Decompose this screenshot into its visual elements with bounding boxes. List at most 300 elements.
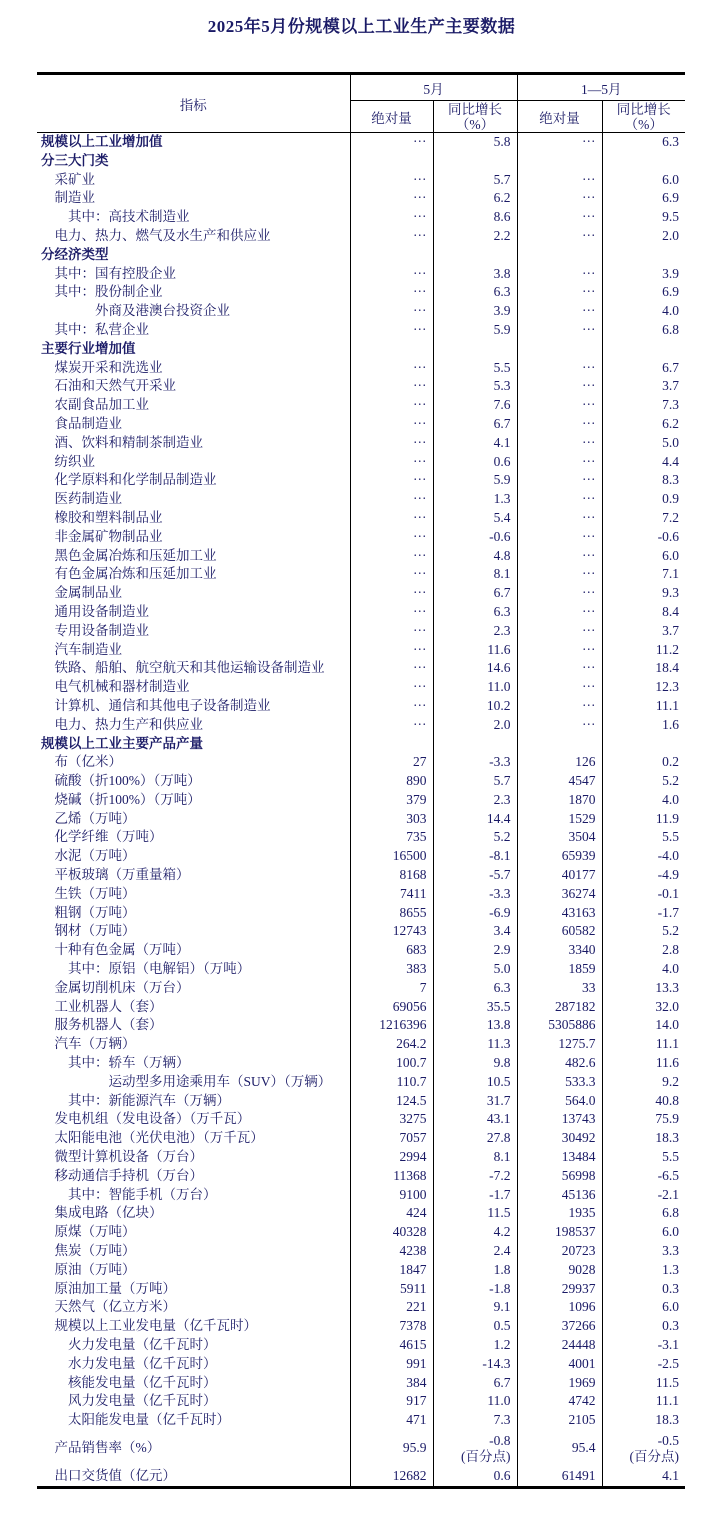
cell-cum-yoy: 9.2	[602, 1073, 685, 1092]
table-row	[37, 1092, 685, 1111]
row-indicator-label: 十种有色金属（万吨）	[54, 942, 190, 958]
cell-cum-absolute: 126	[517, 753, 602, 772]
cell-cum-yoy: 4.0	[602, 302, 685, 321]
row-indicator-label: 太阳能电池（光伏电池）（万千瓦）	[54, 1130, 264, 1146]
table-row	[37, 189, 685, 208]
cell-cum-yoy: -6.5	[602, 1167, 685, 1186]
cell-may-absolute: 383	[350, 960, 433, 979]
cell-may-absolute: 40328	[350, 1223, 433, 1242]
cell-may-absolute: 11368	[350, 1167, 433, 1186]
cell-cum-absolute: ···	[517, 302, 602, 321]
cell-cum-yoy: 32.0	[602, 998, 685, 1017]
table-row	[37, 735, 685, 754]
cell-cum-yoy: 11.9	[602, 810, 685, 829]
cell-may-absolute: 264.2	[350, 1035, 433, 1054]
cell-cum-absolute: 1529	[517, 810, 602, 829]
cell-cum-absolute: 95.4	[517, 1430, 602, 1467]
cell-cum-yoy: 18.3	[602, 1129, 685, 1148]
row-indicator-label: 通用设备制造业	[54, 603, 149, 619]
row-indicator-label: 化学纤维（万吨）	[54, 829, 163, 845]
cell-cum-absolute: 43163	[517, 904, 602, 923]
cell-may-yoy: 11.5	[433, 1204, 517, 1223]
cell-may-yoy: 5.8	[433, 133, 517, 152]
cell-cum-yoy: 6.0	[602, 1223, 685, 1242]
cell-may-absolute: 384	[350, 1374, 433, 1393]
row-indicator-label: 其中：股份制企业	[54, 284, 163, 300]
cell-may-absolute: ···	[350, 716, 433, 735]
cell-may-yoy: 10.5	[433, 1073, 517, 1092]
cell-cum-yoy: 6.0	[602, 1298, 685, 1317]
cell-may-absolute: 890	[350, 772, 433, 791]
cell-cum-absolute: 36274	[517, 885, 602, 904]
cell-may-absolute: 7411	[350, 885, 433, 904]
cell-may-yoy: 3.4	[433, 922, 517, 941]
cell-may-yoy: -5.7	[433, 866, 517, 885]
col-header-cum-yoy	[602, 101, 685, 133]
table-row	[37, 565, 685, 584]
table-row	[37, 810, 685, 829]
cell-cum-yoy: 6.9	[602, 283, 685, 302]
cell-may-yoy: 9.8	[433, 1054, 517, 1073]
cell-may-absolute: 424	[350, 1204, 433, 1223]
cell-may-yoy: 0.6	[433, 453, 517, 472]
cell-cum-absolute: 1870	[517, 791, 602, 810]
cell-cum-yoy: -2.5	[602, 1355, 685, 1374]
cell-may-absolute: 7	[350, 979, 433, 998]
row-indicator-label: 黑色金属冶炼和压延加工业	[54, 547, 217, 563]
cell-cum-yoy: 11.5	[602, 1374, 685, 1393]
row-indicator-label: 其中：私营企业	[54, 321, 149, 337]
cell-may-absolute: 4615	[350, 1336, 433, 1355]
cell-may-absolute: 991	[350, 1355, 433, 1374]
row-indicator-label: 集成电路（亿块）	[54, 1205, 163, 1221]
row-indicator-label: 原油（万吨）	[54, 1261, 136, 1277]
cell-cum-absolute: ···	[517, 321, 602, 340]
cell-may-yoy: 5.5	[433, 359, 517, 378]
table-row	[37, 415, 685, 434]
cell-cum-absolute: 61491	[517, 1467, 602, 1487]
cell-cum-yoy: 6.9	[602, 189, 685, 208]
cell-may-absolute: ···	[350, 208, 433, 227]
cell-may-absolute: 221	[350, 1298, 433, 1317]
table-row	[37, 1392, 685, 1411]
row-indicator-label: 汽车制造业	[54, 641, 122, 657]
cell-may-absolute: ···	[350, 434, 433, 453]
table-row	[37, 1223, 685, 1242]
row-indicator-label: 制造业	[54, 190, 95, 206]
cell-may-yoy: 3.9	[433, 302, 517, 321]
table-row	[37, 152, 685, 171]
cell-cum-absolute: 1935	[517, 1204, 602, 1223]
table-row	[37, 622, 685, 641]
table-row	[37, 1280, 685, 1299]
table-row	[37, 772, 685, 791]
row-indicator-label: 钢材（万吨）	[54, 923, 136, 939]
cell-cum-absolute: ···	[517, 697, 602, 716]
cell-cum-yoy: 1.6	[602, 716, 685, 735]
cell-may-yoy: 6.7	[433, 584, 517, 603]
cell-may-absolute: 379	[350, 791, 433, 810]
cell-may-absolute: ···	[350, 189, 433, 208]
table-row	[37, 1242, 685, 1261]
cell-may-yoy: 4.2	[433, 1223, 517, 1242]
table-row	[37, 377, 685, 396]
cell-may-yoy: 6.7	[433, 415, 517, 434]
cell-cum-absolute: 45136	[517, 1186, 602, 1205]
cell-cum-yoy: 4.4	[602, 453, 685, 472]
cell-may-yoy: 4.1	[433, 434, 517, 453]
cell-cum-absolute: ···	[517, 189, 602, 208]
row-indicator-label: 天然气（亿立方米）	[54, 1299, 176, 1315]
cell-cum-yoy: 11.1	[602, 1035, 685, 1054]
cell-may-yoy: -8.1	[433, 847, 517, 866]
cell-may-absolute: ···	[350, 171, 433, 190]
cell-may-yoy: 2.3	[433, 791, 517, 810]
cell-cum-yoy: 7.3	[602, 396, 685, 415]
cell-may-absolute: ···	[350, 396, 433, 415]
cell-may-yoy: 5.4	[433, 509, 517, 528]
row-indicator-label: 硫酸（折100%）（万吨）	[54, 773, 201, 789]
row-indicator-label: 纺织业	[54, 453, 95, 469]
cell-cum-yoy: 6.0	[602, 547, 685, 566]
table-row	[37, 171, 685, 190]
cell-cum-absolute: ···	[517, 415, 602, 434]
cell-may-absolute	[350, 735, 433, 754]
row-indicator-label: 平板玻璃（万重量箱）	[54, 867, 190, 883]
cell-cum-yoy: 8.3	[602, 471, 685, 490]
cell-cum-absolute: ···	[517, 584, 602, 603]
cell-may-yoy: 9.1	[433, 1298, 517, 1317]
cell-cum-yoy	[602, 246, 685, 265]
cell-cum-absolute: ···	[517, 547, 602, 566]
cell-may-yoy: 43.1	[433, 1110, 517, 1129]
cell-cum-absolute: 287182	[517, 998, 602, 1017]
table-row	[37, 208, 685, 227]
row-indicator-label: 其中：高技术制造业	[68, 209, 190, 225]
cell-may-absolute: ···	[350, 490, 433, 509]
table-row	[37, 283, 685, 302]
cell-may-absolute: ···	[350, 415, 433, 434]
cell-cum-absolute: 37266	[517, 1317, 602, 1336]
cell-may-absolute: ···	[350, 377, 433, 396]
cell-cum-yoy: -4.9	[602, 866, 685, 885]
cell-cum-absolute: ···	[517, 509, 602, 528]
cell-may-yoy: -14.3	[433, 1355, 517, 1374]
cell-cum-yoy: 2.8	[602, 941, 685, 960]
row-indicator-label: 太阳能发电量（亿千瓦时）	[68, 1412, 230, 1428]
cell-cum-yoy: 6.0	[602, 171, 685, 190]
cell-cum-yoy: 7.1	[602, 565, 685, 584]
cell-cum-yoy: -0.6	[602, 528, 685, 547]
cell-cum-yoy: 6.3	[602, 133, 685, 152]
cell-cum-yoy: 8.4	[602, 603, 685, 622]
cell-cum-absolute: ···	[517, 622, 602, 641]
cell-cum-absolute	[517, 246, 602, 265]
cell-cum-absolute: ···	[517, 565, 602, 584]
cell-may-absolute: ···	[350, 283, 433, 302]
cell-cum-yoy: 1.3	[602, 1261, 685, 1280]
cell-may-absolute	[350, 340, 433, 359]
cell-cum-yoy: 5.5	[602, 828, 685, 847]
cell-cum-absolute: ···	[517, 283, 602, 302]
row-indicator-label: 焦炭（万吨）	[54, 1243, 136, 1259]
row-indicator-label: 发电机组（发电设备）（万千瓦）	[54, 1111, 251, 1127]
cell-may-yoy: 6.3	[433, 979, 517, 998]
cell-cum-yoy: 5.0	[602, 434, 685, 453]
row-indicator-label: 微型计算机设备（万台）	[54, 1149, 203, 1165]
table-row	[37, 1204, 685, 1223]
row-indicator-label: 汽车（万辆）	[54, 1036, 136, 1052]
col-group-jan-may: 1—5月	[517, 74, 685, 101]
cell-may-yoy: 6.3	[433, 283, 517, 302]
cell-may-yoy: 5.7	[433, 772, 517, 791]
cell-cum-yoy: -4.0	[602, 847, 685, 866]
table-row	[37, 265, 685, 284]
cell-may-yoy: 8.1	[433, 1148, 517, 1167]
table-row	[37, 641, 685, 660]
cell-cum-absolute: ···	[517, 641, 602, 660]
cell-cum-absolute: 198537	[517, 1223, 602, 1242]
row-indicator-label: 原油加工量（万吨）	[54, 1280, 176, 1296]
cell-cum-yoy: 4.0	[602, 791, 685, 810]
cell-cum-absolute: 1859	[517, 960, 602, 979]
cell-may-yoy: 11.0	[433, 678, 517, 697]
row-indicator-label: 金属制品业	[54, 585, 122, 601]
row-indicator-label: 电力、热力、燃气及水生产和供应业	[54, 227, 271, 243]
cell-cum-yoy: 9.3	[602, 584, 685, 603]
cell-may-yoy	[433, 735, 517, 754]
cell-cum-yoy: 4.1	[602, 1467, 685, 1487]
table-row	[37, 340, 685, 359]
table-row	[37, 697, 685, 716]
cell-cum-absolute: 29937	[517, 1280, 602, 1299]
row-indicator-label: 电气机械和器材制造业	[54, 679, 190, 695]
cell-may-yoy: 11.6	[433, 641, 517, 660]
table-row	[37, 922, 685, 941]
cell-cum-yoy: 6.7	[602, 359, 685, 378]
cell-cum-absolute: 56998	[517, 1167, 602, 1186]
cell-may-absolute: ···	[350, 133, 433, 152]
cell-may-yoy: 11.0	[433, 1392, 517, 1411]
cell-may-yoy: 1.8	[433, 1261, 517, 1280]
cell-may-yoy: 4.8	[433, 547, 517, 566]
cell-may-absolute: ···	[350, 509, 433, 528]
table-row	[37, 1430, 685, 1467]
cell-cum-absolute: 65939	[517, 847, 602, 866]
cell-cum-yoy: 11.6	[602, 1054, 685, 1073]
cell-may-absolute: ···	[350, 659, 433, 678]
cell-may-yoy: 8.1	[433, 565, 517, 584]
row-indicator-label: 规模以上工业发电量（亿千瓦时）	[54, 1318, 257, 1334]
cell-may-yoy: 11.3	[433, 1035, 517, 1054]
cell-cum-absolute: 533.3	[517, 1073, 602, 1092]
table-row	[37, 1411, 685, 1430]
cell-may-absolute: 5911	[350, 1280, 433, 1299]
table-row	[37, 1298, 685, 1317]
table-row	[37, 1129, 685, 1148]
cell-may-yoy: 5.0	[433, 960, 517, 979]
cell-cum-absolute: ···	[517, 133, 602, 152]
row-indicator-label: 粗钢（万吨）	[54, 904, 136, 920]
cell-cum-absolute: 4547	[517, 772, 602, 791]
cell-cum-yoy: 0.2	[602, 753, 685, 772]
row-indicator-label: 外商及港澳台投资企业	[95, 303, 230, 319]
cell-cum-yoy: 11.2	[602, 641, 685, 660]
row-indicator-label: 煤炭开采和洗选业	[54, 359, 163, 375]
row-indicator-label: 出口交货值（亿元）	[54, 1467, 176, 1483]
cell-cum-absolute: 482.6	[517, 1054, 602, 1073]
cell-may-absolute: 8168	[350, 866, 433, 885]
table-row	[37, 1016, 685, 1035]
cell-cum-absolute: 5305886	[517, 1016, 602, 1035]
table-row	[37, 979, 685, 998]
table-row	[37, 904, 685, 923]
cell-cum-yoy: 5.2	[602, 922, 685, 941]
cell-cum-absolute: ···	[517, 227, 602, 246]
cell-may-yoy: 2.3	[433, 622, 517, 641]
table-row	[37, 998, 685, 1017]
cell-cum-absolute: ···	[517, 377, 602, 396]
yoy-label-line2: （%）	[624, 116, 663, 132]
cell-may-yoy: 13.8	[433, 1016, 517, 1035]
cell-may-absolute: 110.7	[350, 1073, 433, 1092]
row-indicator-label: 医药制造业	[54, 491, 122, 507]
cell-may-yoy: 3.8	[433, 265, 517, 284]
cell-may-yoy: -0.6	[433, 528, 517, 547]
cell-may-yoy: 6.7	[433, 1374, 517, 1393]
cell-cum-absolute: 1275.7	[517, 1035, 602, 1054]
cell-may-yoy: 7.6	[433, 396, 517, 415]
table-row	[37, 584, 685, 603]
cell-cum-absolute: ···	[517, 678, 602, 697]
cell-may-yoy: 27.8	[433, 1129, 517, 1148]
table-row	[37, 716, 685, 735]
cell-cum-yoy: 6.2	[602, 415, 685, 434]
table-row	[37, 678, 685, 697]
cell-may-yoy: -3.3	[433, 885, 517, 904]
cell-cum-yoy	[602, 735, 685, 754]
table-row	[37, 603, 685, 622]
table-row	[37, 434, 685, 453]
cell-may-absolute: ···	[350, 678, 433, 697]
cell-cum-absolute: ···	[517, 659, 602, 678]
cell-cum-yoy: 13.3	[602, 979, 685, 998]
table-row	[37, 509, 685, 528]
col-group-may: 5月	[350, 74, 517, 101]
table-row	[37, 321, 685, 340]
cell-may-absolute: 9100	[350, 1186, 433, 1205]
table-row	[37, 227, 685, 246]
cell-may-absolute: ···	[350, 265, 433, 284]
cell-cum-yoy: 3.7	[602, 377, 685, 396]
cell-cum-absolute: 30492	[517, 1129, 602, 1148]
table-row	[37, 302, 685, 321]
cell-cum-yoy: -1.7	[602, 904, 685, 923]
cell-may-absolute: ···	[350, 603, 433, 622]
cell-may-absolute: ···	[350, 321, 433, 340]
cell-cum-absolute: ···	[517, 716, 602, 735]
table-row	[37, 791, 685, 810]
cell-cum-yoy: -0.1	[602, 885, 685, 904]
cell-may-yoy: -1.7	[433, 1186, 517, 1205]
cell-may-absolute: 1216396	[350, 1016, 433, 1035]
row-indicator-label: 布（亿米）	[54, 754, 122, 770]
row-indicator-label: 化学原料和化学制品制造业	[54, 472, 217, 488]
cell-may-yoy: 5.3	[433, 377, 517, 396]
cell-cum-absolute: ···	[517, 265, 602, 284]
cell-may-absolute: ···	[350, 359, 433, 378]
col-header-cum-absolute: 绝对量	[517, 101, 602, 133]
cell-may-absolute: 8655	[350, 904, 433, 923]
cell-may-absolute: 4238	[350, 1242, 433, 1261]
cell-may-yoy	[433, 340, 517, 359]
cell-may-yoy: 5.7	[433, 171, 517, 190]
row-indicator-label: 风力发电量（亿千瓦时）	[68, 1393, 217, 1409]
cell-cum-absolute: ···	[517, 453, 602, 472]
cell-may-absolute: 471	[350, 1411, 433, 1430]
cell-may-absolute: 917	[350, 1392, 433, 1411]
cell-cum-absolute: ···	[517, 603, 602, 622]
row-indicator-label: 运动型多用途乘用车（SUV）（万辆）	[108, 1073, 332, 1089]
cell-may-yoy: 2.4	[433, 1242, 517, 1261]
cell-may-yoy	[433, 246, 517, 265]
table-row	[37, 828, 685, 847]
cell-cum-yoy: 5.2	[602, 772, 685, 791]
cell-cum-yoy: 40.8	[602, 1092, 685, 1111]
row-indicator-label: 计算机、通信和其他电子设备制造业	[54, 697, 271, 713]
cell-cum-yoy: -2.1	[602, 1186, 685, 1205]
cell-may-absolute: 3275	[350, 1110, 433, 1129]
cell-may-absolute: 12682	[350, 1467, 433, 1487]
cell-cum-yoy: 9.5	[602, 208, 685, 227]
cell-may-absolute: 100.7	[350, 1054, 433, 1073]
cell-cum-absolute: 60582	[517, 922, 602, 941]
table-row	[37, 490, 685, 509]
table-row	[37, 1261, 685, 1280]
table-row	[37, 453, 685, 472]
table-row	[37, 941, 685, 960]
table-row	[37, 847, 685, 866]
row-indicator-label: 非金属矿物制品业	[54, 528, 163, 544]
table-row	[37, 1110, 685, 1129]
cell-may-yoy: 1.3	[433, 490, 517, 509]
cell-may-absolute	[350, 152, 433, 171]
cell-cum-yoy: 18.4	[602, 659, 685, 678]
cell-may-absolute: ···	[350, 641, 433, 660]
row-indicator-label: 采矿业	[54, 171, 95, 187]
cell-may-absolute: ···	[350, 565, 433, 584]
row-indicator-label: 生铁（万吨）	[54, 885, 136, 901]
cell-may-yoy: 2.9	[433, 941, 517, 960]
cell-may-yoy	[433, 152, 517, 171]
cell-may-absolute: 27	[350, 753, 433, 772]
cell-cum-absolute: ···	[517, 208, 602, 227]
industrial-production-table	[37, 72, 685, 1489]
cell-may-yoy: 7.3	[433, 1411, 517, 1430]
cell-may-absolute: 2994	[350, 1148, 433, 1167]
cell-cum-absolute: ···	[517, 171, 602, 190]
cell-cum-yoy: 18.3	[602, 1411, 685, 1430]
cell-may-yoy: 8.6	[433, 208, 517, 227]
unit-note: (百分点)	[629, 1448, 679, 1464]
table-row	[37, 1317, 685, 1336]
cell-cum-absolute: 40177	[517, 866, 602, 885]
cell-cum-yoy: 5.5	[602, 1148, 685, 1167]
table-row	[37, 659, 685, 678]
cell-cum-absolute: 13484	[517, 1148, 602, 1167]
yoy-label-line2: （%）	[455, 116, 495, 132]
cell-cum-absolute	[517, 735, 602, 754]
